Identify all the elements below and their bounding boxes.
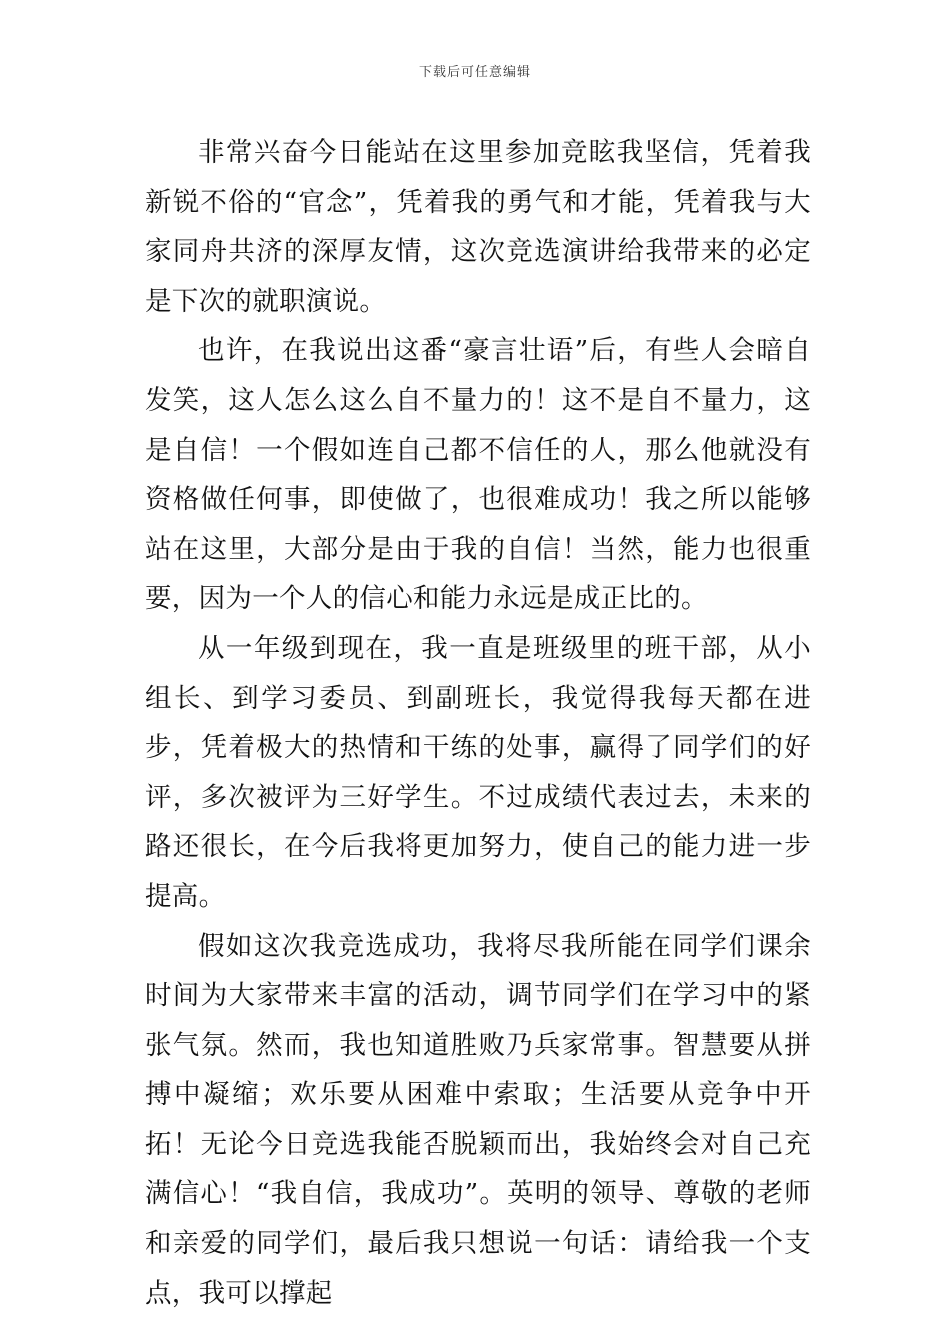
paragraph-2: 也许，在我说出这番“豪言壮语”后，有些人会暗自发笑，这人怎么这么自不量力的！这不是自不量力，这是自信！一个假如连自己都不信任的人，那么他就没有资格做任何事，即使做了，也很难成功！我之所以能够站在这里，大部分是由于我的自信！当然，能力也很重要，因为一个人的信心和能力永远是成正比的。 [145,335,811,615]
document-body [145,128,811,1318]
paragraph-4: 假如这次我竞选成功，我将尽我所能在同学们课余时间为大家带来丰富的活动，调节同学们在学习中的紧张气氛。然而，我也知道胜败乃兵家常事。智慧要从拼搏中凝缩；欢乐要从困难中索取；生活要从竞争中开拓！无论今日竞选我能否脱颖而出，我始终会对自己充满信心！“我自信，我成功”。英明的领导、尊敬的老师和亲爱的同学们，最后我只想说一句话：请给我一个支点，我可以撑起 [145,930,811,1309]
paragraph-1: 非常兴奋今日能站在这里参加竞眩我坚信，凭着我新锐不俗的“官念”，凭着我的勇气和才能，凭着我与大家同舟共济的深厚友情，这次竞选演讲给我带来的必定是下次的就职演说。 [145,137,811,317]
header-note: 下载后可任意编辑 [418,65,531,80]
paragraph-3: 从一年级到现在，我一直是班级里的班干部，从小组长、到学习委员、到副班长，我觉得我每天都在进步，凭着极大的热情和干练的处事，赢得了同学们的好评，多次被评为三好学生。不过成绩代表过去，未来的路还很长，在今后我将更加努力，使自己的能力进一步提高。 [145,632,811,912]
